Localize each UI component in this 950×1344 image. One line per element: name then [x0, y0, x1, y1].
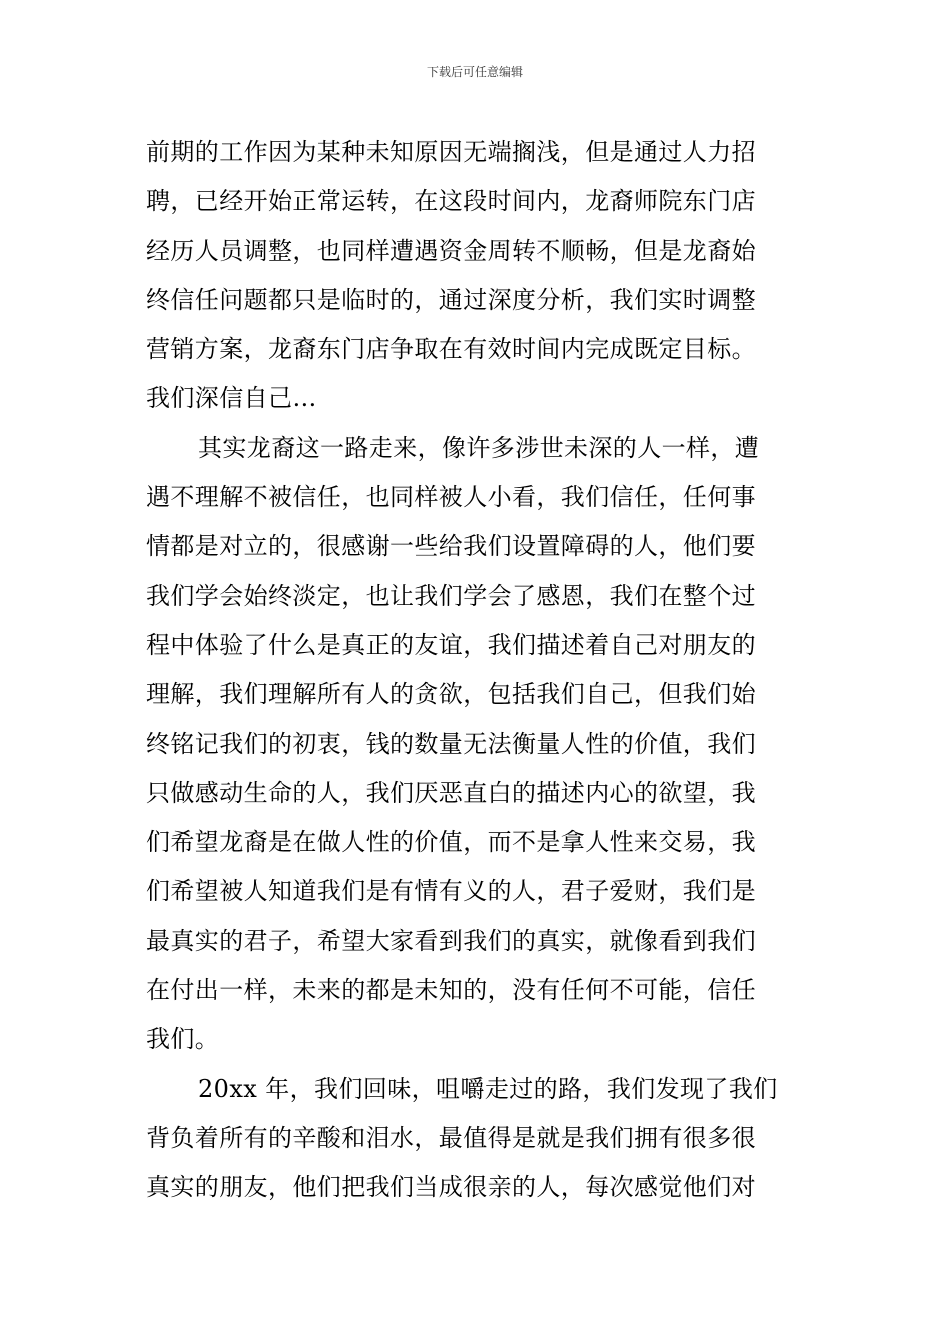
text-line: 最真实的君子，希望大家看到我们的真实，就像看到我们 [146, 926, 756, 955]
text-line: 理解，我们理解所有人的贪欲，包括我们自己，但我们始 [146, 680, 756, 709]
text-line: 遇不理解不被信任，也同样被人小看，我们信任，任何事 [146, 483, 756, 512]
text-line: 程中体验了什么是真正的友谊，我们描述着自己对朋友的 [146, 630, 756, 659]
paragraph-first-line: 其实龙裔这一路走来，像许多涉世未深的人一样，遭 [198, 433, 760, 462]
text-line: 们希望被人知道我们是有情有义的人，君子爱财，我们是 [146, 877, 756, 906]
text-line: 终信任问题都只是临时的，通过深度分析，我们实时调整 [146, 285, 756, 314]
text-line: 经历人员调整，也同样遭遇资金周转不顺畅，但是龙裔始 [146, 236, 756, 265]
text-line: 们希望龙裔是在做人性的价值，而不是拿人性来交易，我 [146, 828, 756, 857]
text-line: 情都是对立的，很感谢一些给我们设置障碍的人，他们要 [146, 532, 756, 561]
text-line: 前期的工作因为某种未知原因无端搁浅，但是通过人力招 [146, 138, 756, 166]
text-line: 在付出一样，未来的都是未知的，没有任何不可能，信任 [146, 976, 756, 1005]
text-line: 背负着所有的辛酸和泪水，最值得是就是我们拥有很多很 [146, 1123, 756, 1152]
text-line: 我们学会始终淡定，也让我们学会了感恩，我们在整个过 [146, 581, 756, 610]
document-body [146, 128, 806, 1213]
text-line: 我们深信自己… [146, 384, 317, 413]
text-line: 聘，已经开始正常运转，在这段时间内，龙裔师院东门店 [146, 187, 756, 216]
paragraph-first-line: 20xx 年，我们回味，咀嚼走过的路，我们发现了我们 [198, 1074, 778, 1103]
text-line: 真实的朋友，他们把我们当成很亲的人，每次感觉他们对 [146, 1173, 756, 1202]
text-line: 我们。 [146, 1025, 220, 1054]
page-header-note: 下载后可任意编辑 [426, 65, 523, 79]
text-line: 终铭记我们的初衷，钱的数量无法衡量人性的价值，我们 [146, 729, 756, 758]
text-line: 营销方案，龙裔东门店争取在有效时间内完成既定目标。 [146, 335, 756, 364]
text-line: 只做感动生命的人，我们厌恶直白的描述内心的欲望，我 [146, 778, 756, 807]
